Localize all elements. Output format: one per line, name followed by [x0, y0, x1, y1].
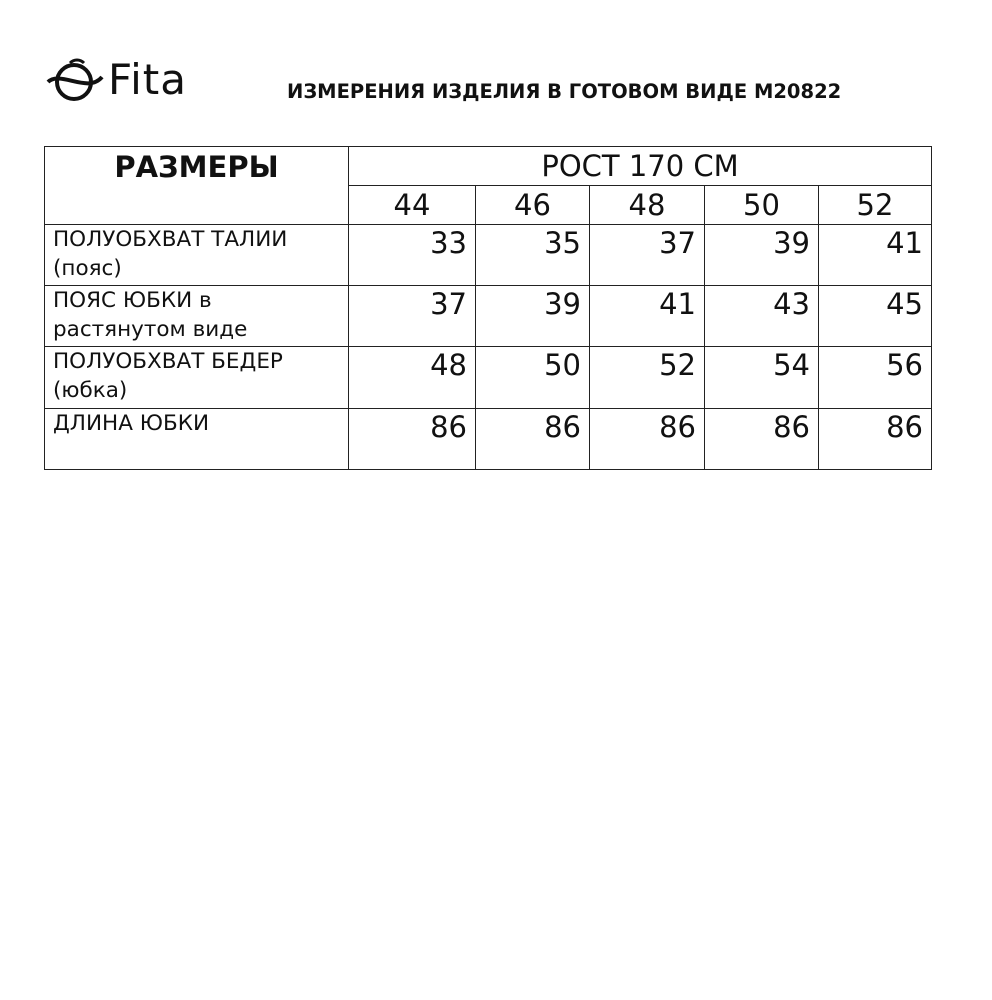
size-header: 46	[476, 186, 590, 225]
measurement-value: 86	[476, 409, 590, 470]
measurement-value: 48	[349, 347, 476, 409]
sizes-header: РАЗМЕРЫ	[45, 147, 349, 225]
size-header: 50	[705, 186, 819, 225]
table-row	[45, 225, 932, 286]
document-title: ИЗМЕРЕНИЯ ИЗДЕЛИЯ В ГОТОВОМ ВИДЕ M20822	[287, 80, 842, 103]
brand-logo	[44, 55, 187, 105]
measurement-label-line: ПОЛУОБХВАТ ТАЛИИ	[53, 227, 288, 252]
size-header: 48	[590, 186, 705, 225]
measurement-value: 39	[476, 286, 590, 347]
measurement-value: 41	[590, 286, 705, 347]
measurement-value: 41	[819, 225, 932, 286]
measurement-label	[45, 225, 349, 286]
measurement-label-line: ДЛИНА ЮБКИ	[53, 411, 210, 436]
measurement-value: 86	[819, 409, 932, 470]
measurement-label-line: растянутом виде	[53, 317, 248, 342]
measurement-value: 86	[705, 409, 819, 470]
measurement-value: 33	[349, 225, 476, 286]
measurement-value: 50	[476, 347, 590, 409]
measurement-value: 39	[705, 225, 819, 286]
header-row-top	[45, 147, 932, 186]
table-row	[45, 409, 932, 470]
measurement-value: 35	[476, 225, 590, 286]
measurement-value: 56	[819, 347, 932, 409]
size-header: 44	[349, 186, 476, 225]
measurement-value: 86	[349, 409, 476, 470]
measurement-label-line: ПОЯС ЮБКИ в	[53, 288, 212, 313]
measurement-value: 45	[819, 286, 932, 347]
measurement-value: 52	[590, 347, 705, 409]
height-header: РОСТ 170 СМ	[349, 147, 932, 186]
table-row	[45, 347, 932, 409]
table-row	[45, 286, 932, 347]
measurement-label	[45, 286, 349, 347]
measurement-label	[45, 409, 349, 470]
measurement-value: 37	[349, 286, 476, 347]
measurement-label-line: (юбка)	[53, 378, 128, 403]
size-chart-table	[44, 146, 932, 470]
measurement-value: 54	[705, 347, 819, 409]
size-header: 52	[819, 186, 932, 225]
brand-name: Fita	[108, 55, 187, 104]
measurement-label-line: (пояс)	[53, 256, 122, 281]
fita-logo-icon	[44, 55, 104, 105]
measurement-value: 37	[590, 225, 705, 286]
measurement-value: 86	[590, 409, 705, 470]
measurement-label	[45, 347, 349, 409]
measurement-label-line: ПОЛУОБХВАТ БЕДЕР	[53, 349, 283, 374]
measurement-value: 43	[705, 286, 819, 347]
